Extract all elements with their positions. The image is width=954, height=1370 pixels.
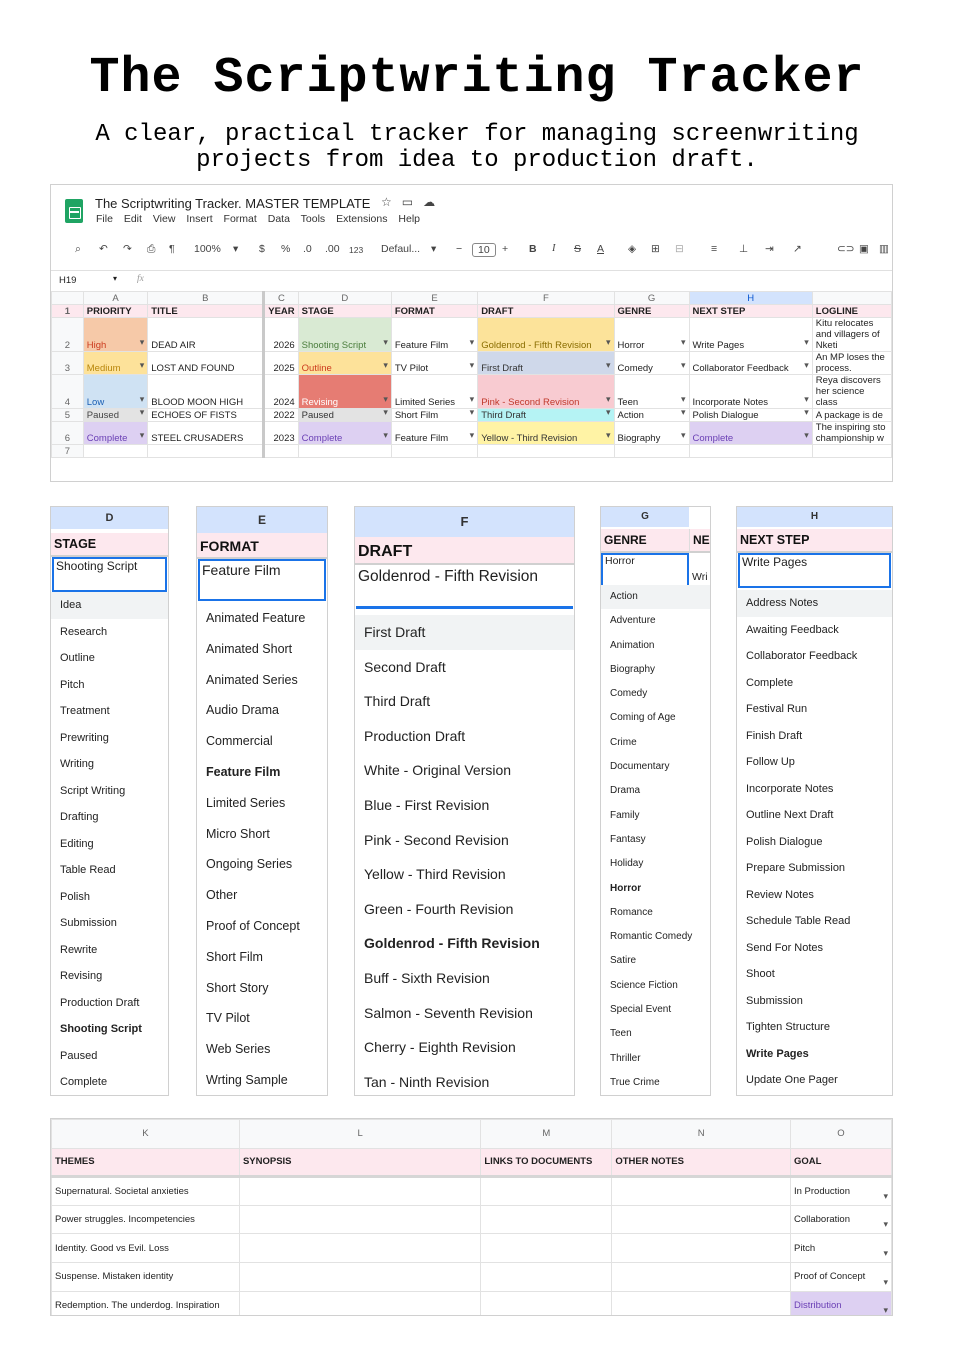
priority-cell[interactable]: Low ▾ <box>83 375 148 409</box>
header-format[interactable]: FORMAT <box>391 305 477 318</box>
next-step-cell[interactable]: Collaborator Feedback ▾ <box>689 352 812 375</box>
row-number[interactable]: 2 <box>52 318 84 352</box>
format-option[interactable]: Other <box>206 888 238 903</box>
menu-bar <box>96 213 428 225</box>
genre-option[interactable]: Romance <box>610 906 653 918</box>
next-step-cell[interactable]: Incorporate Notes ▾ <box>689 375 812 409</box>
header-logline[interactable]: LOGLINE <box>812 305 891 318</box>
year-cell[interactable]: 2023 <box>264 422 298 445</box>
menu-tools[interactable]: Tools <box>300 213 326 225</box>
menu-help[interactable]: Help <box>398 213 420 225</box>
genre-option[interactable]: Holiday <box>610 858 644 870</box>
genre-option[interactable]: Thriller <box>610 1052 641 1064</box>
stage-option[interactable]: Polish <box>60 890 90 903</box>
draft-selected-cell[interactable]: Goldenrod - Fifth Revision <box>356 565 573 609</box>
format-option[interactable]: Limited Series <box>206 795 286 810</box>
genre-option-list <box>601 585 710 1095</box>
logline-cell[interactable]: Reya discovers her science class <box>812 375 891 409</box>
text-color-button[interactable]: A <box>597 243 605 255</box>
draft-option[interactable]: Pink - Second Revision <box>364 831 509 848</box>
bold-button[interactable]: B <box>529 243 537 255</box>
column-header-row <box>52 1120 892 1149</box>
genre-option[interactable]: Science Fiction <box>610 979 678 991</box>
priority-cell[interactable]: High ▾ <box>83 318 148 352</box>
draft-option[interactable]: Buff - Sixth Revision <box>364 969 490 986</box>
header-genre[interactable]: GENRE <box>614 305 689 318</box>
cloud-icon[interactable]: ☁ <box>423 195 446 209</box>
next-option[interactable]: Awaiting Feedback <box>746 623 839 636</box>
main-grid <box>51 291 892 458</box>
name-box[interactable]: H19 <box>59 275 77 286</box>
column-header-g[interactable]: G <box>614 292 689 305</box>
genre-option[interactable]: Satire <box>610 955 637 967</box>
themes-cell[interactable]: Suspense. Mistaken identity <box>52 1262 240 1291</box>
header-draft[interactable]: DRAFT <box>478 305 614 318</box>
draft-option[interactable]: Blue - First Revision <box>364 796 490 813</box>
priority-cell[interactable]: Complete ▾ <box>83 422 148 445</box>
stage-option[interactable]: Script Writing <box>60 784 126 797</box>
year-cell[interactable]: 2022 <box>264 409 298 422</box>
format-cell[interactable]: Limited Series ▾ <box>391 375 477 409</box>
column-header-e: E <box>197 507 327 533</box>
title-cell[interactable]: DEAD AIR <box>148 318 264 352</box>
stage-option[interactable]: Idea <box>51 592 168 619</box>
format-option[interactable]: Feature Film <box>206 764 281 779</box>
format-cell[interactable]: TV Pilot ▾ <box>391 352 477 375</box>
table-row <box>52 352 892 375</box>
fill-color-icon[interactable]: ◈ <box>628 243 637 255</box>
genre-dropdown-panel <box>600 506 711 1096</box>
priority-cell[interactable]: Paused ▾ <box>83 409 148 422</box>
genre-option[interactable]: Coming of Age <box>610 712 676 724</box>
row-number[interactable]: 4 <box>52 375 84 409</box>
format-option[interactable]: Wrting Sample <box>206 1072 288 1087</box>
column-header-i[interactable] <box>812 292 891 305</box>
genre-option[interactable]: Documentary <box>610 761 670 773</box>
star-icon[interactable]: ☆ <box>381 195 402 209</box>
stage-option[interactable]: Outline <box>60 652 95 664</box>
stage-option[interactable]: Table Read <box>60 864 116 876</box>
stage-cell[interactable]: Paused ▾ <box>298 409 391 422</box>
stage-cell[interactable]: Outline ▾ <box>298 352 391 375</box>
draft-cell[interactable]: Goldenrod - Fifth Revision ▾ <box>478 318 614 352</box>
next-option[interactable]: Festival Run <box>746 703 808 715</box>
next-option[interactable]: Outline Next Draft <box>746 809 834 821</box>
format-cell[interactable]: Feature Film ▾ <box>391 422 477 445</box>
format-cell[interactable]: Short Film ▾ <box>391 409 477 422</box>
goal-cell[interactable]: In Production ▾ <box>791 1177 892 1206</box>
genre-option[interactable]: Horror <box>610 882 642 894</box>
stage-option[interactable]: Revising <box>60 970 103 982</box>
genre-option[interactable]: Family <box>610 809 640 821</box>
priority-cell[interactable]: Medium ▾ <box>83 352 148 375</box>
next-step-option-list <box>737 590 892 1094</box>
column-header-h[interactable]: H <box>689 292 812 305</box>
table-row <box>52 409 892 422</box>
header-themes[interactable]: THEMES <box>52 1148 240 1177</box>
stage-cell[interactable]: Complete ▾ <box>298 422 391 445</box>
chevron-down-icon[interactable]: ▾ <box>431 243 437 255</box>
chevron-down-icon[interactable]: ▾ <box>113 274 118 283</box>
draft-cell[interactable]: Pink - Second Revision ▾ <box>478 375 614 409</box>
next-option[interactable]: Shoot <box>746 968 775 980</box>
sheets-app-icon <box>65 199 83 223</box>
table-row <box>52 445 892 458</box>
format-option[interactable]: Micro Short <box>206 826 270 841</box>
goal-cell[interactable]: Distribution ▾ <box>791 1291 892 1316</box>
table-row <box>52 1262 892 1291</box>
column-header-n[interactable]: N <box>612 1120 791 1149</box>
draft-option[interactable]: Tan - Ninth Revision <box>364 1073 490 1090</box>
stage-option[interactable]: Treatment <box>60 705 110 717</box>
format-option[interactable]: Animated Series <box>206 672 298 687</box>
strikethrough-button[interactable]: S <box>574 243 582 255</box>
print-icon[interactable]: ⎙ <box>147 243 156 255</box>
column-header-h: H <box>737 507 892 527</box>
next-option[interactable]: Incorporate Notes <box>746 782 834 795</box>
genre-option[interactable]: Adventure <box>610 615 656 627</box>
header-synopsis[interactable]: SYNOPSIS <box>239 1148 480 1177</box>
stage-field-header: STAGE <box>51 533 168 557</box>
genre-option[interactable]: Comedy <box>610 688 648 700</box>
column-header-d: D <box>51 507 168 529</box>
chevron-down-icon[interactable]: ▾ <box>233 243 239 255</box>
next-step-selected-cell[interactable]: Write Pages <box>738 553 891 588</box>
genre-option[interactable]: Fantasy <box>610 833 646 845</box>
stage-option[interactable]: Paused <box>60 1049 98 1062</box>
menu-format[interactable]: Format <box>223 213 257 225</box>
zoom-select[interactable]: 100% <box>194 243 221 255</box>
genre-option[interactable]: True Crime <box>610 1076 660 1088</box>
format-option[interactable]: TV Pilot <box>206 1011 250 1026</box>
title-cell[interactable]: LOST AND FOUND <box>148 352 264 375</box>
format-selected-cell[interactable]: Feature Film <box>198 559 326 601</box>
next-step-field-header-clipped: NE <box>689 529 710 553</box>
format-option[interactable]: Ongoing Series <box>206 857 293 872</box>
themes-cell[interactable]: Power struggles. Incompetencies <box>52 1205 240 1234</box>
header-priority[interactable]: PRIORITY <box>83 305 148 318</box>
next-option[interactable]: Polish Dialogue <box>746 835 823 848</box>
secondary-grid <box>51 1119 892 1316</box>
format-option[interactable]: Audio Drama <box>206 703 279 718</box>
row-number[interactable]: 6 <box>52 422 84 445</box>
borders-icon[interactable]: ⊞ <box>651 243 660 255</box>
header-stage[interactable]: STAGE <box>298 305 391 318</box>
menu-edit[interactable]: Edit <box>123 213 142 225</box>
header-goal[interactable]: GOAL <box>791 1148 892 1177</box>
stage-option[interactable]: Complete <box>60 1076 108 1088</box>
row-number[interactable]: 1 <box>52 305 84 318</box>
format-field-header: FORMAT <box>197 533 327 559</box>
table-row <box>52 1205 892 1234</box>
field-header-row <box>52 1148 892 1177</box>
stage-option[interactable]: Shooting Script <box>60 1023 142 1035</box>
chart-icon[interactable]: ▥ <box>879 243 889 255</box>
menu-view[interactable]: View <box>152 213 176 225</box>
corner-cell[interactable] <box>52 292 84 305</box>
genre-option[interactable]: Romantic Comedy <box>610 931 693 943</box>
goal-cell[interactable]: Pitch ▾ <box>791 1234 892 1263</box>
header-title[interactable]: TITLE <box>148 305 264 318</box>
stage-selected-cell[interactable]: Shooting Script <box>52 557 167 592</box>
format-option[interactable]: Short Film <box>206 949 263 964</box>
next-option[interactable]: Complete <box>746 676 794 689</box>
header-links[interactable]: LINKS TO DOCUMENTS <box>481 1148 612 1177</box>
secondary-grid-window <box>50 1118 893 1316</box>
align-left-icon[interactable]: ≡ <box>711 243 718 255</box>
folder-icon[interactable]: ▭ <box>401 195 424 209</box>
column-header-l[interactable]: L <box>239 1120 480 1149</box>
table-row <box>52 318 892 352</box>
logline-cell[interactable]: A package is de <box>812 409 891 422</box>
row-number[interactable]: 7 <box>52 445 84 458</box>
font-select[interactable]: Defaul... <box>381 243 421 255</box>
year-cell[interactable]: 2026 <box>264 318 298 352</box>
draft-cell[interactable]: First Draft ▾ <box>478 352 614 375</box>
table-row <box>52 375 892 409</box>
menu-insert[interactable]: Insert <box>186 213 213 225</box>
search-icon[interactable]: ⌕ <box>75 243 81 255</box>
draft-option[interactable]: Cherry - Eighth Revision <box>364 1039 516 1056</box>
merge-cells-icon[interactable]: ⊟ <box>675 243 684 255</box>
format-option[interactable]: Commercial <box>206 734 273 749</box>
draft-option[interactable]: Goldenrod - Fifth Revision <box>364 935 540 952</box>
next-option[interactable]: Follow Up <box>746 756 795 768</box>
genre-option[interactable]: Action <box>601 585 710 609</box>
font-size-input[interactable]: 10 <box>472 243 496 257</box>
title-cell[interactable]: BLOOD MOON HIGH <box>148 375 264 409</box>
page-subtitle: A clear, practical tracker for managing screenwriting projects from idea to production draft. <box>95 121 859 174</box>
title-cell[interactable]: ECHOES OF FISTS <box>148 409 264 422</box>
title-cell[interactable]: STEEL CRUSADERS <box>148 422 264 445</box>
format-option[interactable]: Animated Short <box>206 641 293 656</box>
column-header-c[interactable]: C <box>264 292 298 305</box>
draft-field-header: DRAFT <box>355 537 574 565</box>
table-row <box>52 1291 892 1316</box>
draft-option-list <box>355 615 574 1096</box>
undo-icon[interactable]: ↶ <box>99 243 108 255</box>
themes-cell[interactable]: Identity. Good vs Evil. Loss <box>52 1234 240 1263</box>
year-cell[interactable]: 2024 <box>264 375 298 409</box>
draft-option[interactable]: Salmon - Seventh Revision <box>364 1004 533 1021</box>
stage-dropdown-panel <box>50 506 169 1096</box>
stage-cell[interactable]: Revising ▾ <box>298 375 391 409</box>
goal-cell[interactable]: Proof of Concept ▾ <box>791 1262 892 1291</box>
format-option[interactable]: Short Story <box>206 980 269 995</box>
genre-option[interactable]: Animation <box>610 639 655 651</box>
goal-cell[interactable]: Collaboration ▾ <box>791 1205 892 1234</box>
genre-option[interactable]: Special Event <box>610 1004 672 1016</box>
column-header-f: F <box>355 507 574 537</box>
column-header-o[interactable]: O <box>791 1120 892 1149</box>
genre-option[interactable]: Crime <box>610 736 637 748</box>
year-cell[interactable]: 2025 <box>264 352 298 375</box>
column-header-a[interactable]: A <box>83 292 148 305</box>
number-format-button[interactable]: 123 <box>349 245 364 255</box>
stage-cell[interactable]: Shooting Script ▾ <box>298 318 391 352</box>
vertical-align-icon[interactable]: ⊥ <box>739 243 749 255</box>
draft-cell[interactable]: Third Draft ▾ <box>478 409 614 422</box>
link-icon[interactable]: ⊂⊃ <box>837 243 855 255</box>
next-step-field-header: NEXT STEP <box>737 529 892 553</box>
next-option[interactable]: Review Notes <box>746 888 814 901</box>
stage-option[interactable]: Production Draft <box>60 996 140 1009</box>
table-row <box>52 1234 892 1263</box>
next-option[interactable]: Finish Draft <box>746 729 803 742</box>
text-wrap-icon[interactable]: ⇥ <box>765 243 774 255</box>
stage-option[interactable]: Rewrite <box>60 943 98 956</box>
column-header-f[interactable]: F <box>478 292 614 305</box>
stage-option[interactable]: Submission <box>60 917 117 929</box>
draft-option[interactable]: Third Draft <box>364 693 431 710</box>
column-header-b[interactable]: B <box>148 292 264 305</box>
formula-bar <box>51 270 893 290</box>
next-option[interactable]: Collaborator Feedback <box>746 650 858 662</box>
logline-cell[interactable]: An MP loses the process. <box>812 352 891 375</box>
next-option[interactable]: Send For Notes <box>746 941 824 954</box>
stage-option[interactable]: Drafting <box>60 811 99 823</box>
decrease-decimal-button[interactable]: .0 <box>303 243 312 255</box>
draft-option[interactable]: Yellow - Third Revision <box>364 866 506 883</box>
draft-dropdown-panel <box>354 506 575 1096</box>
menu-data[interactable]: Data <box>267 213 290 225</box>
genre-option[interactable]: Teen <box>610 1028 632 1040</box>
draft-cell[interactable]: Yellow - Third Revision ▾ <box>478 422 614 445</box>
font-size-increase-button[interactable]: + <box>502 243 509 255</box>
next-option[interactable]: Write Pages <box>746 1047 809 1060</box>
menu-extensions[interactable]: Extensions <box>336 213 388 225</box>
next-option[interactable]: Address Notes <box>737 590 892 617</box>
genre-option[interactable]: Drama <box>610 785 641 797</box>
next-option[interactable]: Update One Pager <box>746 1074 838 1086</box>
currency-button[interactable]: $ <box>259 243 265 255</box>
header-other-notes[interactable]: OTHER NOTES <box>612 1148 791 1177</box>
menu-file[interactable]: File <box>96 213 113 225</box>
next-step-cell[interactable]: Complete ▾ <box>689 422 812 445</box>
genre-cell[interactable]: Comedy ▾ <box>614 352 689 375</box>
stage-option[interactable]: Pitch <box>60 678 85 691</box>
genre-cell[interactable]: Teen ▾ <box>614 375 689 409</box>
format-option[interactable]: Web Series <box>206 1042 271 1057</box>
format-option[interactable]: Animated Feature <box>206 611 306 625</box>
next-step-cell[interactable]: Polish Dialogue ▾ <box>689 409 812 422</box>
redo-icon[interactable]: ↷ <box>123 243 132 255</box>
stage-option[interactable]: Editing <box>60 837 94 850</box>
draft-option[interactable]: First Draft <box>355 615 574 650</box>
logline-cell[interactable]: Kitu relocates and villagers of Nketi <box>812 318 891 352</box>
paint-format-icon[interactable]: ¶ <box>169 243 175 255</box>
row-number[interactable]: 3 <box>52 352 84 375</box>
next-option[interactable]: Submission <box>746 994 803 1007</box>
draft-option[interactable]: Green - Fourth Revision <box>364 900 514 917</box>
next-step-cell-clipped[interactable]: Wri <box>692 571 708 583</box>
row-number[interactable]: 5 <box>52 409 84 422</box>
page-title: The Scriptwriting Tracker <box>89 50 865 107</box>
header-year[interactable]: YEAR <box>264 305 298 318</box>
format-option[interactable]: Proof of Concept <box>206 918 300 933</box>
italic-button[interactable]: I <box>552 243 556 254</box>
next-option[interactable]: Tighten Structure <box>746 1021 830 1033</box>
format-option-list <box>197 603 327 1096</box>
logline-cell[interactable]: The inspiring sto championship w <box>812 422 891 445</box>
themes-cell[interactable]: Redemption. The underdog. Inspiration <box>52 1291 240 1316</box>
increase-decimal-button[interactable]: .00 <box>325 243 340 255</box>
genre-option[interactable]: Biography <box>610 663 656 675</box>
format-dropdown-panel <box>196 506 328 1096</box>
header-next-step[interactable]: NEXT STEP <box>689 305 812 318</box>
stage-option-list <box>51 592 168 1096</box>
next-step-dropdown-panel <box>736 506 893 1096</box>
fx-icon: fx <box>137 274 144 284</box>
table-row <box>52 422 892 445</box>
next-option[interactable]: Prepare Submission <box>746 862 846 874</box>
font-size-decrease-button[interactable]: − <box>456 243 463 255</box>
column-header-g: G <box>601 507 689 527</box>
percent-button[interactable]: % <box>281 243 291 255</box>
column-header-m[interactable]: M <box>481 1120 612 1149</box>
column-header-k[interactable]: K <box>52 1120 240 1149</box>
next-option[interactable]: Schedule Table Read <box>746 915 851 927</box>
table-row <box>52 1177 892 1206</box>
stage-option[interactable]: Prewriting <box>60 731 109 744</box>
genre-cell[interactable]: Action ▾ <box>614 409 689 422</box>
genre-cell[interactable]: Biography ▾ <box>614 422 689 445</box>
column-header-d[interactable]: D <box>298 292 391 305</box>
format-cell[interactable]: Feature Film ▾ <box>391 318 477 352</box>
toolbar <box>51 237 893 263</box>
draft-option[interactable]: White - Original Version <box>364 762 512 779</box>
themes-cell[interactable]: Supernatural. Societal anxieties <box>52 1177 240 1206</box>
column-header-e[interactable]: E <box>391 292 477 305</box>
column-header-row <box>52 292 892 305</box>
field-header-row <box>52 305 892 318</box>
stage-option[interactable]: Writing <box>60 758 95 770</box>
draft-option[interactable]: Second Draft <box>364 658 446 675</box>
genre-field-header: GENRE <box>601 529 689 553</box>
genre-selected-cell[interactable]: Horror <box>601 553 689 587</box>
genre-cell[interactable]: Horror ▾ <box>614 318 689 352</box>
draft-option[interactable]: Production Draft <box>364 727 466 744</box>
comment-icon[interactable]: ▣ <box>859 243 869 255</box>
document-title[interactable]: The Scriptwriting Tracker. MASTER TEMPLATE <box>95 196 371 211</box>
stage-option[interactable]: Research <box>60 625 108 638</box>
next-step-cell[interactable]: Write Pages ▾ <box>689 318 812 352</box>
spreadsheet-window <box>50 184 893 482</box>
text-rotate-icon[interactable]: ↗ <box>793 243 802 255</box>
